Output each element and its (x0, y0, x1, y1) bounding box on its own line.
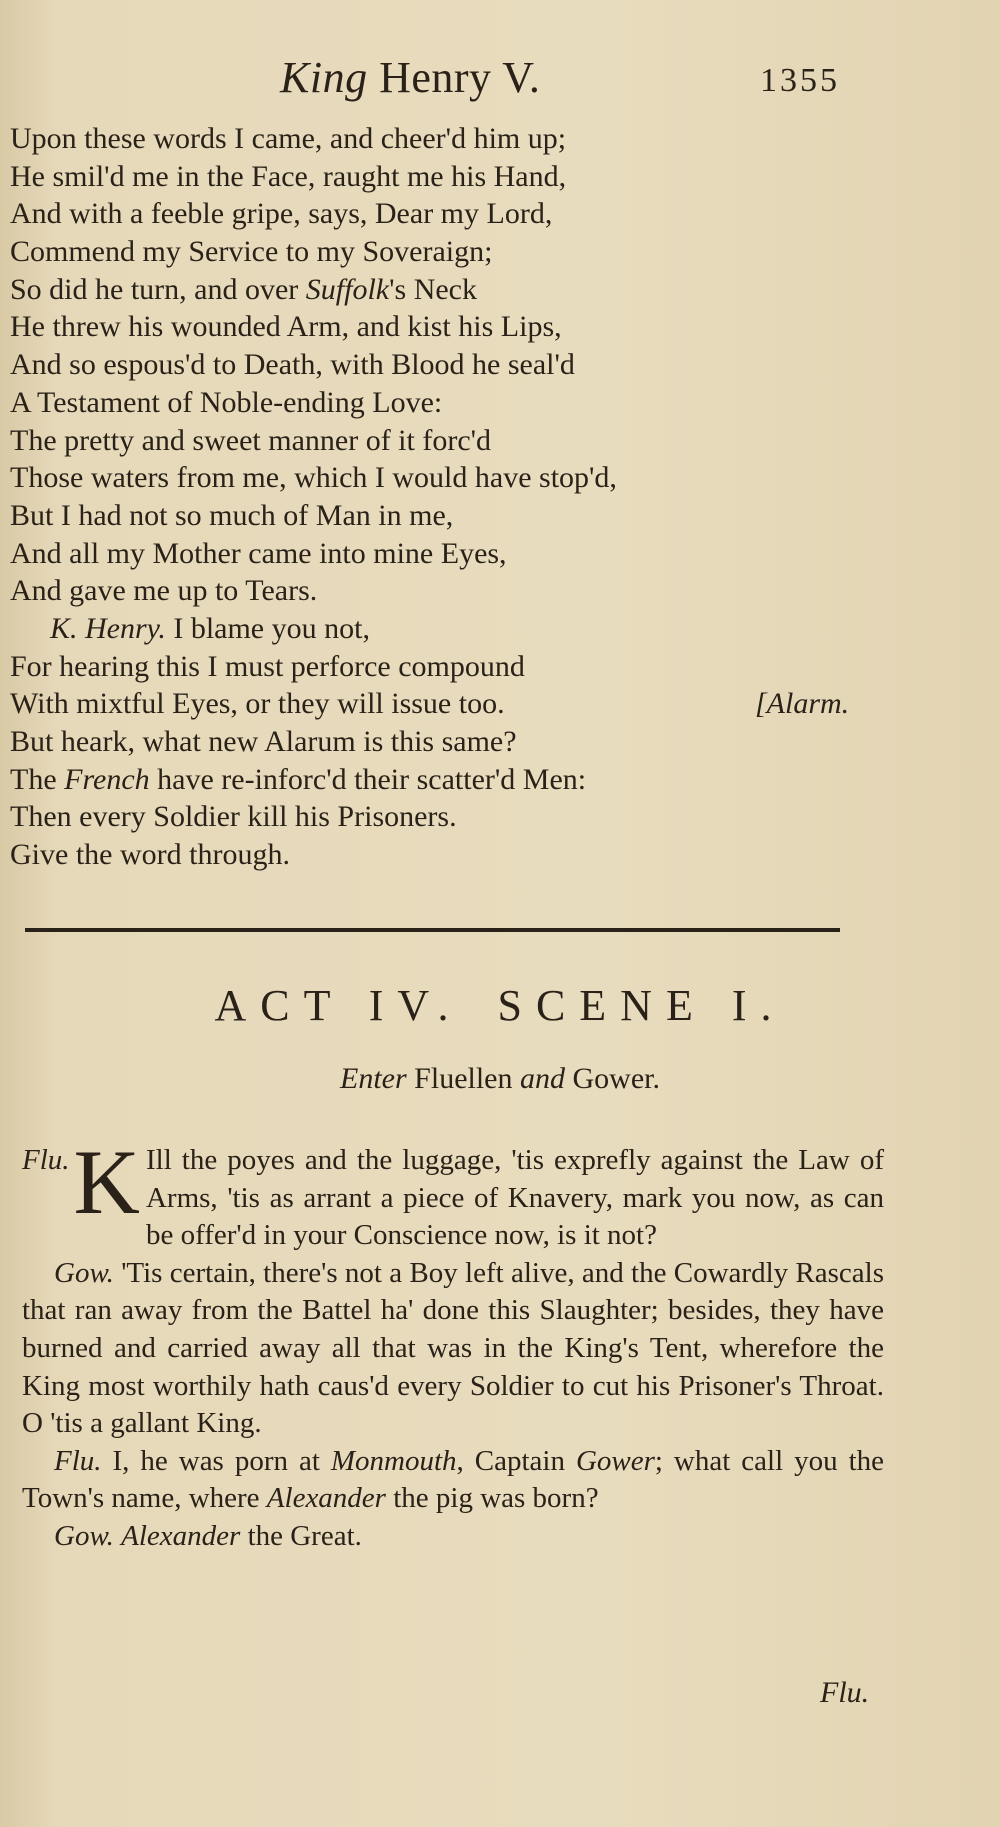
verse-text: have re-inforc'd their scatter'd Men: (149, 762, 587, 796)
verse-line (10, 723, 990, 761)
verse-line (10, 497, 990, 535)
person-name: Alexander (121, 1519, 241, 1552)
speaker-name: K. Henry. (50, 611, 166, 645)
verse-line (10, 308, 990, 346)
speech-fluellen-2 (22, 1443, 884, 1518)
verse-line (10, 422, 990, 460)
stage-direction: [Alarm. (755, 687, 850, 721)
speech-text: 'Tis certain, there's not a Boy left alive, and the Cowardly Rascals that ran away from the Battel ha' done this Slaughter; besides, they have burned and carried away all that was in the King's Tent, wherefore the King most worthily hath caus'd every Soldier to cut his Prisoner's Throat. O 'tis a gallant King. (22, 1256, 884, 1440)
verse-text: And with a feeble gripe, says, Dear my Lord, (10, 197, 553, 231)
verse-line (10, 761, 990, 799)
speech-text: the Great. (240, 1519, 362, 1552)
verse-text: He threw his wounded Arm, and kist his Lips, (10, 310, 562, 344)
verse-text: He smil'd me in the Face, raught me his Hand, (10, 159, 567, 193)
verse-text: But I had not so much of Man in me, (10, 498, 454, 532)
person-name: Alexander (266, 1482, 386, 1515)
verse-text: A Testament of Noble-ending Love: (10, 385, 443, 419)
verse-line (10, 535, 990, 573)
verse-text: And gave me up to Tears. (10, 574, 318, 608)
verse-line (10, 572, 990, 610)
catchword: Flu. (820, 1676, 870, 1709)
verse-line (10, 271, 990, 309)
verse-text: Give the word through. (10, 838, 290, 872)
enter-word: Enter (340, 1062, 407, 1095)
verse-text: Upon these words I came, and cheer'd him up; (10, 122, 567, 155)
act-label: ACT IV. (214, 981, 463, 1030)
verse-line (10, 687, 505, 720)
character-fluellen: Fluellen (406, 1062, 520, 1095)
speech-gower-1 (22, 1255, 884, 1443)
verse-line-with-direction (10, 685, 990, 723)
speaker-name: Flu. (22, 1144, 70, 1176)
running-title-rest: Henry V. (367, 53, 541, 102)
verse-text: For hearing this I must perforce compound (10, 649, 525, 683)
speaker-name: Gow. (54, 1256, 114, 1289)
speaker-name: Gow. (54, 1519, 114, 1552)
verse-text: Those waters from me, which I would have stop'd, (10, 461, 617, 495)
scene-label: SCENE I. (497, 981, 786, 1030)
verse-line (10, 195, 990, 233)
italic-name: Suffolk (305, 272, 390, 306)
act-scene-heading (0, 980, 1000, 1031)
verse-text: 's Neck (389, 272, 477, 306)
verse-text: So did he turn, and over (10, 272, 306, 306)
speech-first-line: I blame you not, (173, 611, 370, 645)
drop-cap: K (73, 1131, 140, 1233)
speech-text: Ill the poyes and the luggage, 'tis exprefly against the Law of Arms, 'tis as arrant a piece of Knavery, mark you now, as can be offer'd in your Conscience now, is it not? (145, 1144, 884, 1252)
verse-line (10, 346, 990, 384)
speech-text: , Captain (456, 1444, 576, 1477)
character-gower: Gower. (565, 1062, 660, 1095)
entrance-direction (0, 1062, 1000, 1096)
verse-line (10, 158, 990, 196)
verse-line (10, 798, 990, 836)
verse-text: The pretty and sweet manner of it forc'd (10, 423, 492, 457)
speech-heading (10, 610, 990, 648)
speech-text: ; what call you the Town's name, where (22, 1444, 885, 1515)
and-word: and (520, 1062, 565, 1095)
verse-text: Commend my Service to my Soveraign; (10, 235, 493, 269)
italic-name: French (64, 762, 150, 796)
verse-text: Then every Soldier kill his Prisoners. (10, 800, 457, 834)
verse-line (10, 384, 990, 422)
page-number: 1355 (760, 62, 840, 99)
place-name: Monmouth (330, 1444, 457, 1477)
speech-text: the pig was born? (385, 1482, 599, 1515)
running-title (280, 48, 540, 108)
speech-fluellen-1 (22, 1131, 884, 1255)
section-rule (25, 928, 840, 932)
speaker-name: Flu. (54, 1444, 102, 1477)
verse-text: The (10, 762, 65, 796)
verse-line (10, 233, 990, 271)
verse-text: But heark, what new Alarum is this same? (10, 725, 517, 758)
person-name: Gower (575, 1444, 655, 1477)
verse-line (10, 120, 990, 158)
verse-text: With mixtful Eyes, or they will issue too. (10, 687, 505, 721)
page-header (0, 48, 1000, 108)
speech-gower-2 (22, 1518, 884, 1556)
running-title-italic: King (280, 53, 368, 102)
speech-text: I, he was porn at (112, 1444, 331, 1477)
verse-text: And all my Mother came into mine Eyes, (10, 536, 507, 570)
verse-block (10, 120, 990, 874)
verse-line (10, 459, 990, 497)
prose-dialogue (22, 1131, 885, 1556)
verse-text: And so espous'd to Death, with Blood he seal'd (10, 348, 575, 382)
verse-line (10, 648, 990, 686)
verse-line (10, 836, 990, 874)
